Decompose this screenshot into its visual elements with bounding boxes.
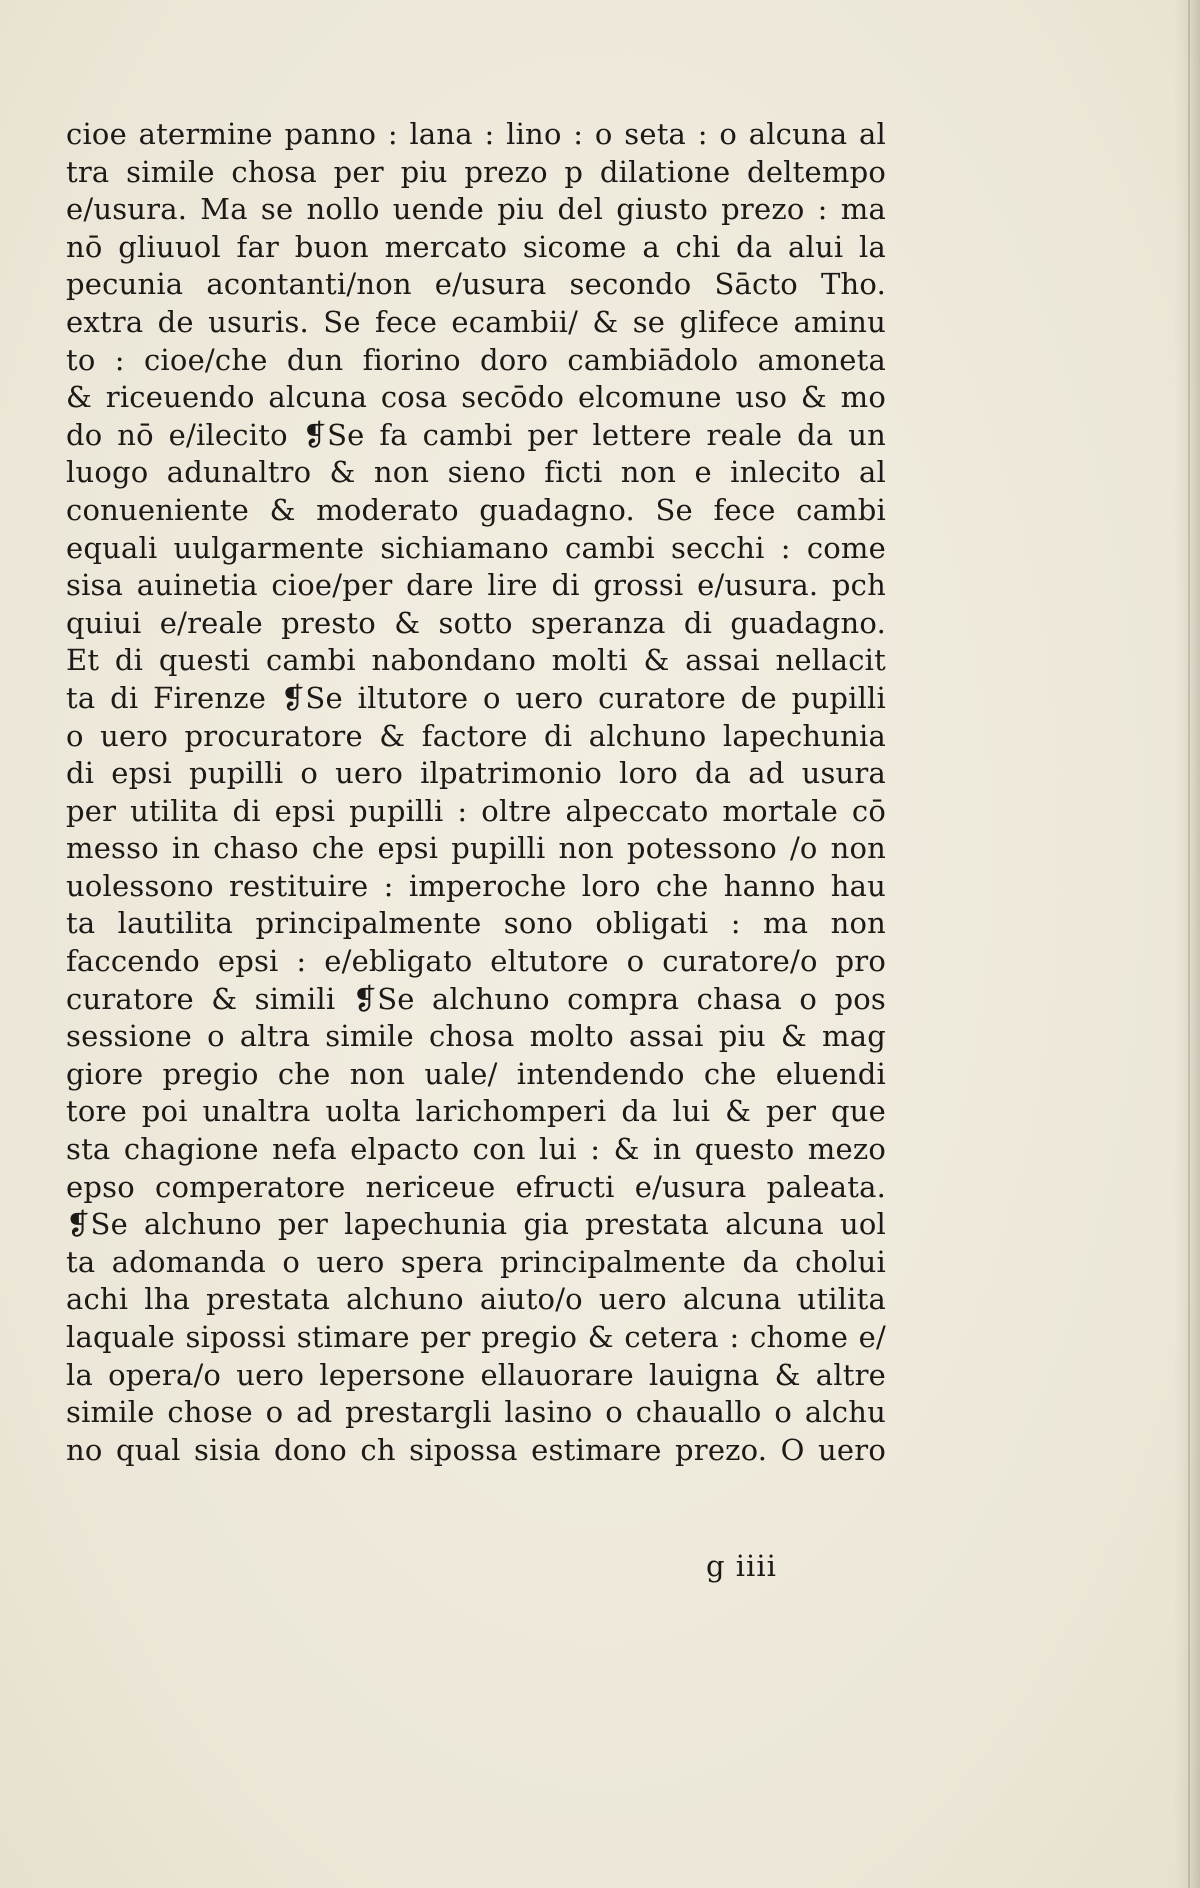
signature-mark: g iiii: [706, 1549, 777, 1583]
text-line: ta lautilita principalmente sono obligati : ma non: [66, 906, 886, 941]
text-line: curatore & simili ❡Se alchuno compra chasa o pos: [66, 981, 886, 1016]
text-line: epso comperatore nericeue efructi e/usura paleata.: [66, 1169, 886, 1204]
text-line: no qual sisia dono ch sipossa estimare prezo. O uero: [66, 1432, 886, 1467]
text-line: e/usura. Ma se nollo uende piu del giusto prezo : ma: [66, 192, 886, 227]
text-line: o uero procuratore & factore di alchuno lapechunia: [66, 718, 886, 753]
text-line: ta adomanda o uero spera principalmente da cholui: [66, 1244, 886, 1279]
text-line: tore poi unaltra uolta larichomperi da lui & per que: [66, 1094, 886, 1129]
text-line: conueniente & moderato guadagno. Se fece cambi: [66, 492, 886, 527]
text-line: sessione o altra simile chosa molto assai piu & mag: [66, 1019, 886, 1054]
text-line: do nō e/ilecito ❡Se fa cambi per lettere reale da un: [66, 417, 886, 452]
text-line: messo in chaso che epsi pupilli non potessono /o non: [66, 831, 886, 866]
text-line: & riceuendo alcuna cosa secōdo elcomune uso & mo: [66, 380, 886, 415]
text-line: sisa auinetia cioe/per dare lire di grossi e/usura. pch: [66, 568, 886, 603]
text-line: giore pregio che non uale/ intendendo che eluendi: [66, 1056, 886, 1091]
text-line: di epsi pupilli o uero ilpatrimonio loro da ad usura: [66, 756, 886, 791]
text-line: la opera/o uero lepersone ellauorare lauigna & altre: [66, 1357, 886, 1392]
text-line: equali uulgarmente sichiamano cambi secchi : come: [66, 530, 886, 565]
text-line: quiui e/reale presto & sotto speranza di guadagno.: [66, 605, 886, 640]
text-line: sta chagione nefa elpacto con lui : & in questo mezo: [66, 1132, 886, 1167]
body-text: [66, 116, 886, 1469]
text-line: laquale sipossi stimare per pregio & cetera : chome e/: [66, 1320, 886, 1354]
text-line: simile chose o ad prestargli lasino o chauallo o alchu: [66, 1395, 886, 1430]
text-line: per utilita di epsi pupilli : oltre alpeccato mortale cō: [66, 793, 886, 828]
text-line: pecunia acontanti/non e/usura secondo Sācto Tho.: [66, 267, 886, 302]
page-edge: [1188, 0, 1190, 1888]
text-line: faccendo epsi : e/ebligato eltutore o curatore/o pro: [66, 944, 886, 979]
text-line: uolessono restituire : imperoche loro che hanno hau: [66, 868, 886, 903]
page-gutter-shadow: [1174, 0, 1200, 1888]
text-line: extra de usuris. Se fece ecambii/ & se glifece aminu: [66, 304, 886, 339]
text-line: cioe atermine panno : lana : lino : o seta : o alcuna al: [66, 117, 886, 151]
text-line: nō gliuuol far buon mercato sicome a chi da alui la: [66, 229, 886, 264]
text-line: achi lha prestata alchuno aiuto/o uero alcuna utilita: [66, 1282, 886, 1317]
text-line: to : cioe/che dun fiorino doro cambiādolo amoneta: [66, 342, 886, 377]
text-line: Et di questi cambi nabondano molti & assai nellacit: [66, 643, 886, 678]
text-line: tra simile chosa per piu prezo p dilatione deltempo: [66, 154, 886, 189]
text-line: ta di Firenze ❡Se iltutore o uero curatore de pupilli: [66, 680, 886, 715]
text-line: luogo adunaltro & non sieno ficti non e inlecito al: [66, 455, 886, 490]
text-line: ❡Se alchuno per lapechunia gia prestata alcuna uol: [66, 1207, 886, 1242]
